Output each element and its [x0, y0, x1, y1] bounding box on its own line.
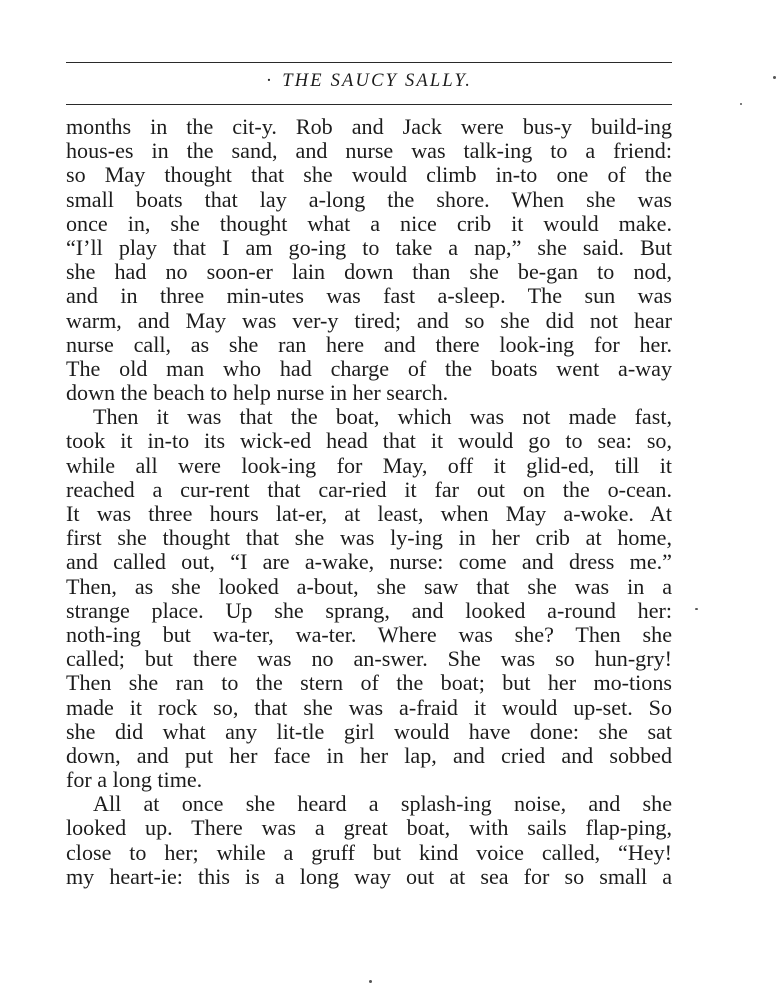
text-line: called; but there was no an-swer. She was so hun-gry!: [66, 646, 672, 672]
scan-speck: [740, 103, 742, 105]
running-head: [66, 69, 672, 93]
text-line: strange place. Up she sprang, and looked a-round her:: [66, 597, 672, 623]
running-head-title: THE SAUCY SALLY.: [282, 71, 473, 91]
text-line: looked up. There was a great boat, with sails flap-ping,: [66, 815, 672, 841]
text-line: and in three min-utes was fast a-sleep. The sun was: [66, 283, 672, 309]
running-head-dot: ·: [265, 71, 275, 91]
text-line: nurse call, as she ran here and there look-ing for her.: [66, 331, 672, 357]
text-line: once in, she thought what a nice crib it would make.: [66, 210, 672, 236]
text-line: for a long time.: [66, 767, 203, 793]
text-line: and called out, “I are a-wake, nurse: come and dress me.”: [66, 549, 672, 575]
header-rule-bottom: [66, 104, 672, 105]
scan-speck: [773, 76, 776, 79]
text-line: she did what any lit-tle girl would have done: she sat: [66, 718, 672, 744]
text-line: made it rock so, that she was a-fraid it would up-set. So: [66, 694, 672, 720]
text-line: Then she ran to the stern of the boat; but her mo-tions: [66, 670, 672, 696]
text-line: All at once she heard a splash-ing noise, and she: [93, 791, 672, 817]
text-line: months in the cit-y. Rob and Jack were bus-y build-ing: [66, 114, 672, 139]
text-line: Then it was that the boat, which was not made fast,: [93, 404, 672, 430]
text-line: took it in-to its wick-ed head that it would go to sea: so,: [66, 428, 672, 454]
text-line: my heart-ie: this is a long way out at sea for so small a: [66, 863, 672, 889]
text-line: warm, and May was ver-y tired; and so she did not hear: [66, 307, 672, 333]
scan-speck: [695, 608, 698, 610]
body-text: [66, 115, 672, 889]
text-line: Then, as she looked a-bout, she saw that she was in a: [66, 573, 672, 599]
text-line: down, and put her face in her lap, and cried and sobbed: [66, 742, 672, 768]
text-line: small boats that lay a-long the shore. When she was: [66, 186, 672, 212]
scan-speck: [369, 980, 372, 983]
text-line: while all were look-ing for May, off it glid-ed, till it: [66, 452, 672, 478]
text-line: first she thought that she was ly-ing in her crib at home,: [66, 525, 672, 551]
text-line: down the beach to help nurse in her search.: [66, 380, 449, 406]
text-line: so May thought that she would climb in-to one of the: [66, 162, 672, 188]
text-line: hous-es in the sand, and nurse was talk-ing to a friend:: [66, 138, 672, 164]
text-line: close to her; while a gruff but kind voice called, “Hey!: [66, 839, 672, 865]
text-line: noth-ing but wa-ter, wa-ter. Where was she? Then she: [66, 621, 672, 647]
header-rule-top: [66, 62, 672, 63]
text-line: It was three hours lat-er, at least, when May a-woke. At: [66, 501, 672, 526]
text-line: she had no soon-er lain down than she be-gan to nod,: [66, 259, 672, 285]
text-line: reached a cur-rent that car-ried it far out on the o-cean.: [66, 476, 672, 502]
text-line: The old man who had charge of the boats went a-way: [66, 355, 672, 381]
text-line: “I’ll play that I am go-ing to take a nap,” she said. But: [66, 234, 672, 260]
